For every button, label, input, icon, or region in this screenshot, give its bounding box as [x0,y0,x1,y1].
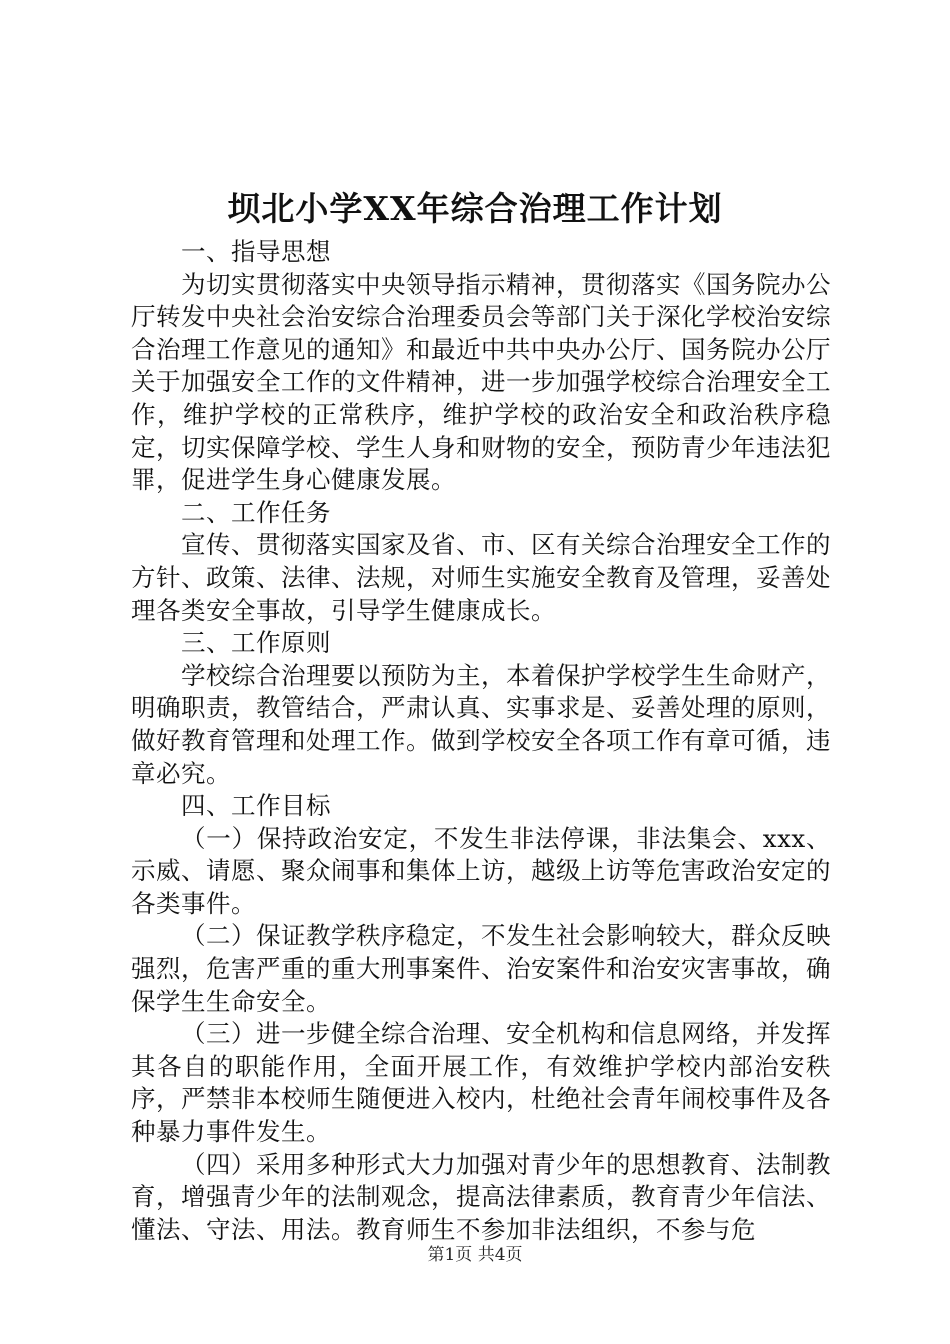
section-heading: 一、指导思想 [181,237,331,266]
paragraph: 为切实贯彻落实中央领导指示精神，贯彻落实《国务院办公厅转发中央社会治安综合治理委员会等部门关于深化学校治安综合治理工作意见的通知》和最近中共中央办公厅、国务院办公厅关于加强安全工作的文件精神，进一步加强学校综合治理安全工作，维护学校的正常秩序，维护学校的政治安全和政治秩序稳定，切实保障学校、学生人身和财物的安全，预防青少年违法犯罪，促进学生身心健康发展。 [131,269,831,495]
goal-item: （四）采用多种形式大力加强对青少年的思想教育、法制教育，增强青少年的法制观念，提高法律素质，教育青少年信法、懂法、守法、用法。教育师生不参加非法组织，不参与危 [131,1149,831,1244]
section-heading: 三、工作原则 [181,628,331,658]
section-heading: 四、工作目标 [181,791,331,821]
goal-item: （三）进一步健全综合治理、安全机构和信息网络，并发挥其各自的职能作用，全面开展工作，有效维护学校内部治安秩序，严禁非本校师生随便进入校内，杜绝社会青年闹校事件及各种暴力事件发生。 [131,1019,831,1147]
paragraph: 学校综合治理要以预防为主，本着保护学校学生生命财产，明确职责，教管结合，严肃认真、实事求是、妥善处理的原则，做好教育管理和处理工作。做到学校安全各项工作有章可循，违章必究。 [131,660,831,788]
document-body [131,236,831,1246]
page-number: 第1页 共4页 [427,1245,523,1265]
goal-item: （二）保证教学秩序稳定，不发生社会影响较大，群众反映强烈，危害严重的重大刑事案件、治安案件和治安灾害事故，确保学生生命安全。 [131,921,831,1016]
section-heading: 二、工作任务 [181,497,331,527]
document-title: 坝北小学XX年综合治理工作计划 [227,189,723,228]
paragraph: 宣传、贯彻落实国家及省、市、区有关综合治理安全工作的方针、政策、法律、法规，对师生实施安全教育及管理，妥善处理各类安全事故，引导学生健康成长。 [131,530,831,625]
goal-item: （一）保持政治安定，不发生非法停课，非法集会、xxx、示威、请愿、聚众闹事和集体上访，越级上访等危害政治安定的各类事件。 [131,823,831,918]
